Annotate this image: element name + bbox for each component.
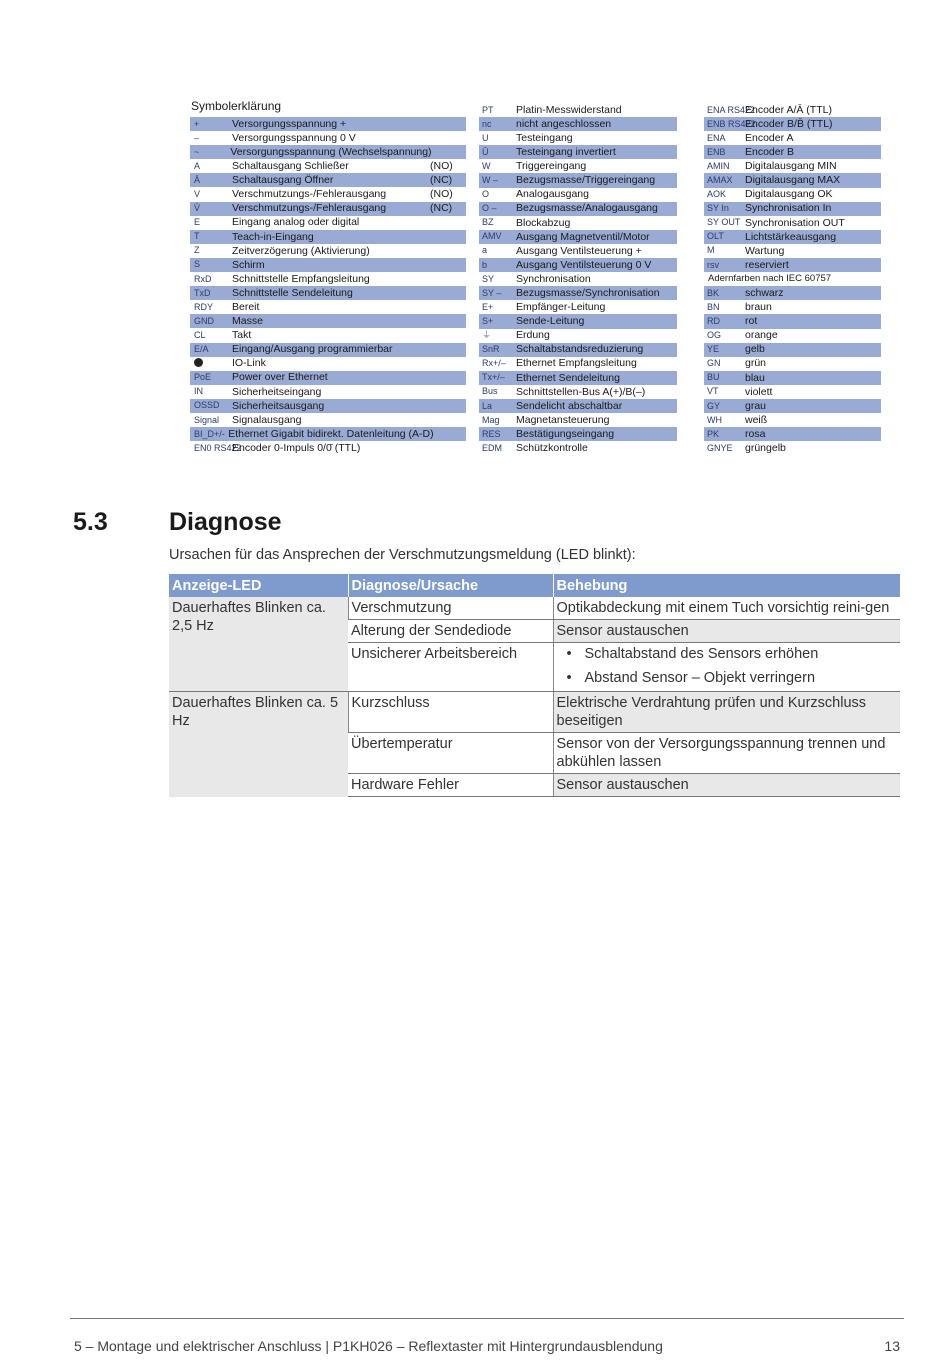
legend-text: Ethernet Sendeleitung (516, 371, 620, 384)
legend-text: Synchronisation OUT (745, 216, 845, 229)
legend-text: Teach-in-Eingang (232, 230, 314, 243)
legend-code: La (482, 400, 493, 411)
legend-text: grüngelb (745, 442, 786, 455)
legend-code: EN0 RS422 (194, 442, 242, 453)
legend-code: AMV (482, 231, 502, 242)
legend-code: ENA (707, 132, 726, 143)
legend-code: V̄ (194, 203, 201, 214)
header-fix: Behebung (553, 574, 900, 597)
legend-row (704, 286, 881, 300)
legend-code: SY (482, 273, 495, 284)
legend-row (190, 202, 466, 216)
legend-text: reserviert (745, 258, 789, 271)
legend-text: Schaltausgang Öffner (232, 174, 334, 187)
legend-text: Verschmutzungs-/Fehlerausgang (232, 188, 387, 201)
legend-code: + (194, 118, 200, 129)
legend-code: T (194, 231, 200, 242)
legend-code: V (194, 189, 201, 200)
legend-row (190, 286, 466, 300)
legend-text: Bestätigungseingang (516, 427, 615, 440)
legend-row (479, 131, 677, 145)
legend-code: VT (707, 386, 719, 397)
legend-text: Sicherheitsausgang (232, 399, 325, 412)
legend-code: Bus (482, 386, 498, 397)
footer-text: 5 – Montage und elektrischer Anschluss | P1KH026 – Reflextaster mit Hintergrundausblendung (74, 1338, 663, 1354)
legend-row (704, 103, 881, 117)
legend-code: YE (707, 344, 720, 355)
legend-code: BK (707, 287, 720, 298)
legend-text: Power over Ethernet (232, 371, 328, 384)
legend-text: Digitalausgang MAX (745, 174, 841, 187)
legend-code: E (194, 217, 201, 228)
legend-code: E/A (194, 344, 209, 355)
legend-note: (NO) (430, 188, 453, 201)
legend-row (190, 413, 466, 427)
legend-text: Magnetansteuerung (516, 413, 610, 426)
legend-row (479, 427, 677, 441)
legend-code: GNYE (707, 442, 733, 453)
cause-cell: Hardware Fehler (348, 774, 553, 797)
legend-text: Eingang/Ausgang programmierbar (232, 343, 393, 356)
legend-text: grün (745, 357, 767, 370)
footer-divider (70, 1318, 904, 1319)
legend-row (704, 216, 881, 230)
legend-code: ENB RS422 (707, 118, 756, 129)
legend-text: Triggereingang (516, 160, 587, 173)
legend-row (190, 187, 466, 201)
cause-cell: Unsicherer Arbeitsbereich (348, 643, 553, 692)
legend-code: CL (194, 329, 206, 340)
legend-text: schwarz (745, 287, 784, 300)
legend-row (479, 329, 677, 343)
legend-row (479, 173, 677, 187)
fix-cell (553, 643, 900, 692)
legend-row (704, 413, 881, 427)
legend-row (190, 258, 466, 272)
diagnosis-table (169, 574, 900, 797)
legend-row (479, 357, 677, 371)
page-number: 13 (884, 1338, 900, 1354)
legend-row (479, 371, 677, 385)
legend-row (190, 385, 466, 399)
legend-row (190, 216, 466, 230)
legend-row (479, 441, 677, 455)
fix-cell: Sensor austauschen (553, 620, 900, 643)
legend-code: IN (194, 386, 203, 397)
legend-row (704, 173, 881, 187)
legend-text: Schnittstellen-Bus A(+)/B(–) (516, 385, 646, 398)
legend-row (479, 343, 677, 357)
legend-text: Encoder 0-Impuls 0/0̄ (TTL) (232, 441, 361, 454)
legend-row (479, 202, 677, 216)
legend-code: ENB (707, 146, 726, 157)
legend-text: Ausgang Ventilsteuerung + (516, 244, 642, 257)
header-led: Anzeige-LED (169, 574, 348, 597)
legend-code: RD (707, 315, 720, 326)
legend-row (190, 230, 466, 244)
legend-code: OG (707, 330, 722, 341)
legend-text: Ethernet Gigabit bidirekt. Datenleitung (A-D) (228, 427, 434, 440)
legend-text: Platin-Messwiderstand (516, 103, 622, 116)
legend-code: rsv (707, 259, 719, 270)
legend-text: Encoder B (745, 146, 795, 159)
legend-row (704, 399, 881, 413)
legend-code: A (194, 160, 201, 171)
legend-text: Blockabzug (516, 216, 571, 229)
legend-code: S (194, 259, 201, 270)
cause-cell: Alterung der Sendediode (348, 620, 553, 643)
legend-code: SY – (482, 287, 502, 298)
legend-text: Erdung (516, 329, 550, 342)
legend-row (479, 286, 677, 300)
legend-code: BZ (482, 217, 494, 228)
legend-text: Takt (232, 329, 252, 342)
legend-subheading: Adernfarben nach IEC 60757 (708, 273, 832, 285)
legend-text: Verschmutzungs-/Fehlerausgang (232, 202, 387, 215)
legend-row (704, 441, 881, 455)
legend-code: RES (482, 428, 501, 439)
legend-column-3 (704, 103, 881, 455)
legend-row (704, 117, 881, 131)
legend-text: Lichtstärkeausgang (745, 230, 837, 243)
legend-code: M (707, 245, 715, 256)
legend-row (190, 343, 466, 357)
legend-text: Testeingang (516, 131, 573, 144)
legend-code: RxD (194, 273, 212, 284)
legend-code: a (482, 245, 488, 256)
legend-text: Sicherheitseingang (232, 385, 322, 398)
legend-code: U (482, 132, 489, 143)
legend-row (190, 328, 466, 342)
legend-row (479, 399, 677, 413)
legend-code: Rx+/– (482, 358, 506, 369)
legend-text: IO-Link (232, 357, 266, 370)
legend-row (479, 244, 677, 258)
section-title: Diagnose (169, 508, 282, 536)
legend-code: E+ (482, 301, 494, 312)
legend-code: PT (482, 104, 494, 115)
legend-code: SY In (707, 203, 729, 214)
fix-cell: Optikabdeckung mit einem Tuch vorsichtig reini-gen (553, 597, 900, 620)
legend-row (704, 131, 881, 145)
legend-row (479, 300, 677, 314)
legend-row (479, 230, 677, 244)
legend-row (704, 385, 881, 399)
legend-text: Versorgungsspannung 0 V (232, 131, 356, 144)
legend-text: Eingang analog oder digital (232, 216, 360, 229)
legend-code: Ā (194, 174, 201, 185)
legend-row (190, 427, 466, 441)
legend-code: Ū (482, 146, 489, 157)
legend-text: Signalausgang (232, 413, 302, 426)
legend-row (704, 230, 881, 244)
table-row (169, 692, 900, 733)
legend-code: nc (482, 118, 492, 129)
legend-row (479, 117, 677, 131)
legend-text: Ausgang Magnetventil/Motor (516, 230, 650, 243)
legend-code: EDM (482, 442, 502, 453)
legend-text: rot (745, 315, 758, 328)
legend-code: AOK (707, 189, 727, 200)
legend-code: AMIN (707, 160, 730, 171)
legend-code: WH (707, 414, 722, 425)
legend-text: Sende-Leitung (516, 315, 585, 328)
legend-row (190, 314, 466, 328)
legend-code: OSSD (194, 400, 220, 411)
io-link-icon (194, 358, 203, 367)
legend-text: Ausgang Ventilsteuerung 0 V (516, 258, 652, 271)
legend-code: S+ (482, 315, 494, 326)
legend-code: BI_D+/- (194, 428, 225, 439)
legend-code: AMAX (707, 175, 733, 186)
legend-title: Symbolerklärung (191, 99, 282, 113)
legend-column-1 (190, 117, 466, 455)
legend-text: braun (745, 301, 772, 314)
legend-text: violett (745, 385, 773, 398)
legend-row (190, 272, 466, 286)
legend-text: Synchronisation (516, 272, 591, 285)
cause-cell: Verschmutzung (348, 597, 553, 620)
legend-text: blau (745, 371, 765, 384)
legend-row (704, 329, 881, 343)
legend-code: BU (707, 372, 720, 383)
legend-row (479, 272, 677, 286)
legend-row (479, 413, 677, 427)
legend-code: W (482, 160, 491, 171)
legend-code: Tx+/– (482, 372, 505, 383)
legend-code: O (482, 189, 490, 200)
legend-text: Ethernet Empfangsleitung (516, 357, 637, 370)
legend-row (704, 357, 881, 371)
legend-text: Analogausgang (516, 188, 589, 201)
legend-code (190, 358, 232, 369)
legend-text: rosa (745, 427, 766, 440)
legend-row (704, 145, 881, 159)
legend-note: (NC) (430, 174, 453, 187)
legend-row (704, 343, 881, 357)
legend-text: Schirm (232, 258, 265, 271)
legend-row (190, 159, 466, 173)
legend-row (190, 145, 466, 159)
legend-code: PK (707, 428, 720, 439)
section-intro: Ursachen für das Ansprechen der Verschmutzungsmeldung (LED blinkt): (169, 547, 636, 563)
legend-row (479, 159, 677, 173)
legend-row (704, 202, 881, 216)
led-cell: Dauerhaftes Blinken ca. 5 Hz (169, 692, 348, 797)
legend-row (479, 188, 677, 202)
legend-row (190, 357, 466, 371)
legend-code: W – (482, 175, 499, 186)
legend-code: ~ (194, 146, 200, 157)
legend-row (479, 216, 677, 230)
legend-text: Encoder A (745, 131, 794, 144)
cause-cell: Übertemperatur (348, 733, 553, 774)
legend-row (704, 371, 881, 385)
fix-cell: Sensor von der Versorgungsspannung trennen und abkühlen lassen (553, 733, 900, 774)
legend-row (479, 258, 677, 272)
legend-code: ⏚ (482, 330, 492, 341)
legend-text: Encoder B/B̄ (TTL) (745, 117, 833, 130)
legend-row (704, 272, 881, 286)
legend-code: TxD (194, 287, 211, 298)
legend-row (190, 244, 466, 258)
fix-list-item: • Abstand Sensor – Objekt verringern (567, 669, 898, 687)
legend-text: Versorgungsspannung (Wechselspannung) (230, 145, 432, 158)
legend-text: Schaltausgang Schließer (232, 160, 349, 173)
legend-row (479, 385, 677, 399)
legend-code: SnR (482, 344, 500, 355)
legend-text: Bezugsmasse/Analogausgang (516, 202, 658, 215)
legend-text: Masse (232, 315, 263, 328)
section-number: 5.3 (73, 508, 108, 536)
legend-text: Versorgungsspannung + (232, 117, 347, 130)
legend-row (190, 117, 466, 131)
legend-code: OLT (707, 231, 724, 242)
legend-row (704, 258, 881, 272)
legend-row (704, 159, 881, 173)
legend-text: Bezugsmasse/Triggereingang (516, 174, 656, 187)
legend-row (190, 173, 466, 187)
legend-text: Bereit (232, 301, 260, 314)
legend-text: Schützkontrolle (516, 442, 588, 455)
legend-text: Schnittstelle Sendeleitung (232, 286, 353, 299)
legend-row (190, 300, 466, 314)
fix-list (557, 645, 898, 687)
legend-row (704, 244, 881, 258)
legend-text: Empfänger-Leitung (516, 301, 606, 314)
legend-code: GY (707, 400, 721, 411)
legend-row (704, 300, 881, 314)
legend-row (704, 314, 881, 328)
legend-row (190, 441, 466, 455)
legend-row (479, 145, 677, 159)
legend-text: Encoder A/Ā (TTL) (745, 103, 832, 116)
legend-code: GND (194, 315, 214, 326)
legend-code: – (194, 132, 200, 143)
legend-code: SY OUT (707, 217, 741, 228)
fix-cell: Elektrische Verdrahtung prüfen und Kurzschluss beseitigen (553, 692, 900, 733)
legend-row (479, 314, 677, 328)
legend-row (190, 399, 466, 413)
legend-text: Sendelicht abschaltbar (516, 399, 623, 412)
legend-row (190, 131, 466, 145)
fix-list-item: • Schaltabstand des Sensors erhöhen (567, 645, 898, 663)
legend-text: Digitalausgang MIN (745, 160, 837, 173)
legend-text: orange (745, 329, 778, 342)
legend-text: Testeingang invertiert (516, 146, 616, 159)
legend-text: Wartung (745, 244, 785, 257)
legend-text: Zeitverzögerung (Aktivierung) (232, 244, 370, 257)
legend-text: grau (745, 399, 767, 412)
legend-row (190, 371, 466, 385)
led-cell: Dauerhaftes Blinken ca. 2,5 Hz (169, 597, 348, 692)
legend-code: ENA RS422 (707, 104, 756, 115)
legend-text: weiß (745, 413, 768, 426)
legend-row (479, 103, 677, 117)
legend-code: Z (194, 245, 200, 256)
legend-code: Mag (482, 414, 500, 425)
legend-code: b (482, 259, 488, 270)
legend-text: Bezugsmasse/Synchronisation (516, 287, 660, 300)
legend-code: O – (482, 203, 497, 214)
legend-row (704, 188, 881, 202)
header-cause: Diagnose/Ursache (348, 574, 553, 597)
legend-text: nicht angeschlossen (516, 117, 612, 130)
table-header-row (169, 574, 900, 597)
table-row (169, 597, 900, 620)
legend-text: Schnittstelle Empfangsleitung (232, 272, 370, 285)
legend-text: Synchronisation In (745, 202, 832, 215)
legend-code: GN (707, 358, 721, 369)
legend-column-2 (479, 103, 677, 455)
legend-note: (NC) (430, 202, 453, 215)
legend-code: BN (707, 301, 720, 312)
fix-cell: Sensor austauschen (553, 774, 900, 797)
cause-cell: Kurzschluss (348, 692, 553, 733)
legend-text: Digitalausgang OK (745, 188, 833, 201)
legend-code: RDY (194, 301, 214, 312)
legend-code: PoE (194, 372, 212, 383)
legend-code: Signal (194, 414, 220, 425)
legend-text: gelb (745, 343, 765, 356)
legend-note: (NO) (430, 160, 453, 173)
legend-text: Schaltabstandsreduzierung (516, 343, 644, 356)
legend-row (704, 427, 881, 441)
